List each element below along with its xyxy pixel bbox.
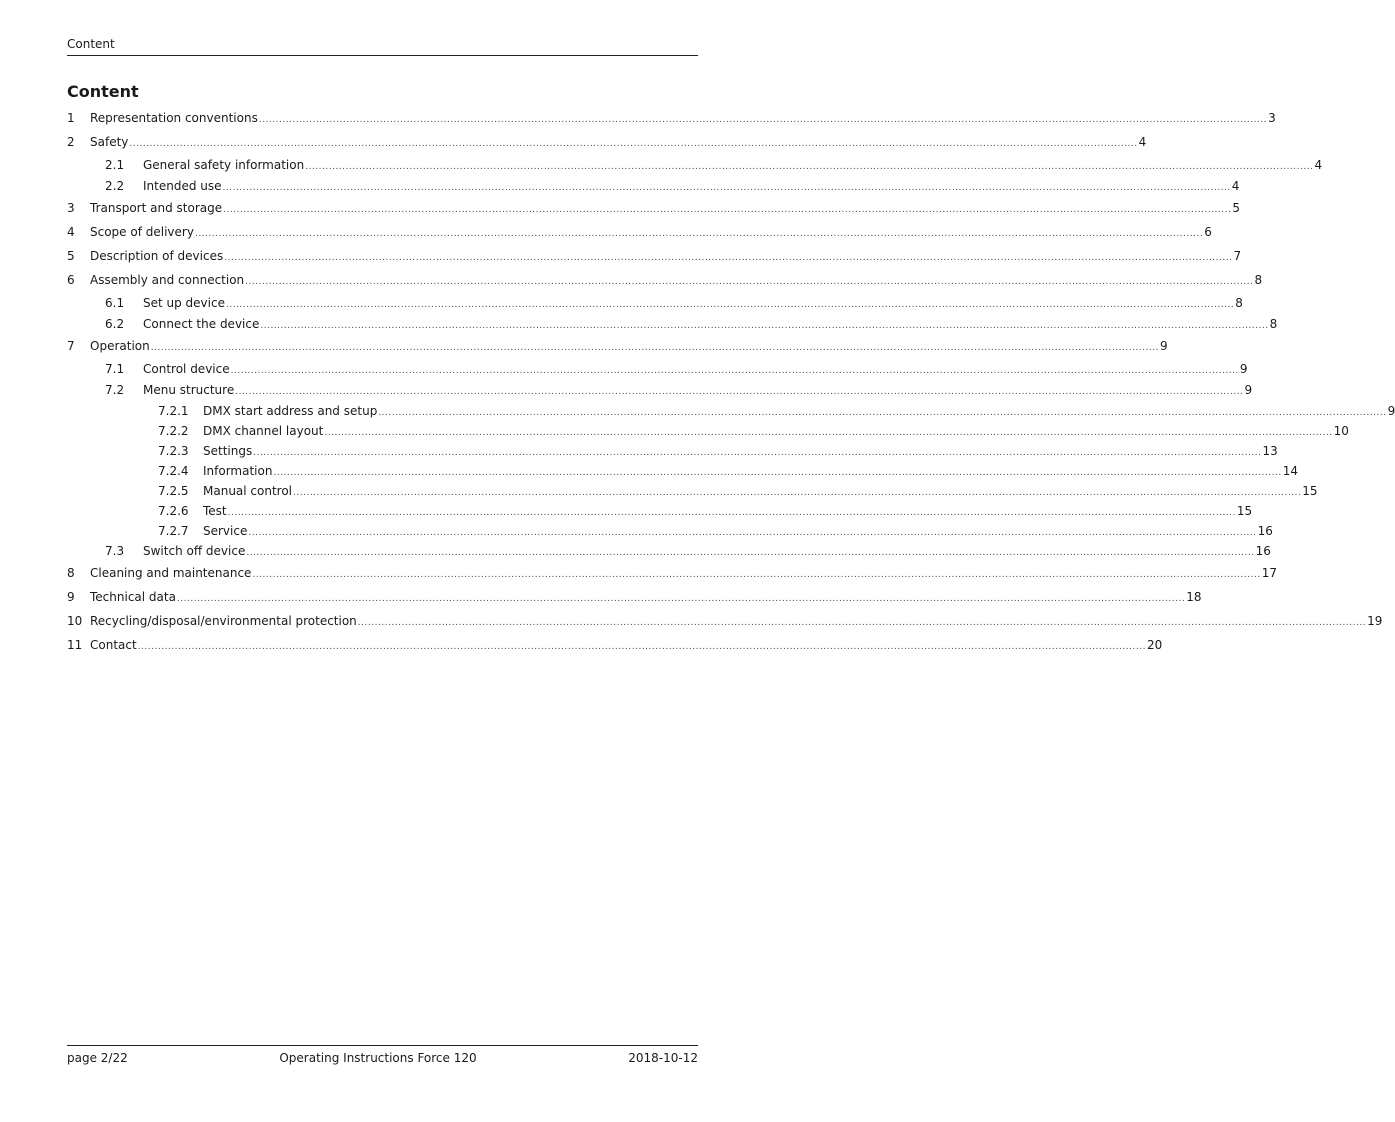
toc-entry-page: 9: [1239, 362, 1248, 376]
toc-entry-page: 14: [1282, 464, 1299, 478]
toc-entry-page: 4: [1314, 158, 1323, 172]
toc-entry[interactable]: [67, 381, 1253, 402]
toc-dot-leader: ............................................................................................................................................................................................................................................................................................................: [194, 229, 1204, 239]
toc-entry-page: 17: [1261, 566, 1277, 580]
toc-entry-number: 3: [67, 201, 75, 215]
toc-entry-page: 9: [1244, 383, 1253, 397]
header-divider: [67, 55, 698, 56]
toc-dot-leader: ............................................................................................................................................................................................................................................................................................................: [293, 488, 1302, 498]
toc-entry-page: 19: [1367, 614, 1383, 628]
toc-entry[interactable]: [67, 315, 1278, 336]
toc-entry-number: 8: [67, 566, 75, 580]
toc-entry-number: 11: [67, 638, 83, 652]
toc-entry-label: Information: [203, 464, 273, 478]
toc-entry-label: Intended use: [143, 179, 222, 193]
toc-entry[interactable]: [67, 156, 1323, 177]
toc-entry-number: 7: [67, 339, 75, 353]
table-of-contents: [67, 108, 1395, 659]
toc-entry[interactable]: [67, 270, 1263, 294]
toc-entry-page: 20: [1146, 638, 1163, 652]
toc-entry-label: Switch off device: [143, 544, 246, 558]
toc-entry[interactable]: [67, 611, 1383, 635]
toc-entry-page: 18: [1186, 590, 1202, 604]
toc-dot-leader: ............................................................................................................................................................................................................................................................................................................: [357, 618, 1367, 628]
toc-entry-number: 10: [67, 614, 83, 628]
toc-entry-label: General safety information: [143, 158, 305, 172]
toc-entry-number: 6.1: [105, 296, 125, 310]
toc-entry[interactable]: [67, 336, 1168, 360]
toc-entry-page: 16: [1255, 544, 1271, 558]
page-footer: [67, 1051, 698, 1065]
toc-entry-number: 7.2.5: [158, 484, 189, 498]
toc-entry-label: Description of devices: [90, 249, 224, 263]
footer-document-title: Operating Instructions Force 120: [279, 1051, 477, 1065]
toc-dot-leader: ............................................................................................................................................................................................................................................................................................................: [273, 468, 1282, 478]
toc-dot-leader: ............................................................................................................................................................................................................................................................................................................: [248, 528, 1257, 538]
toc-entry-label: Scope of delivery: [90, 225, 194, 239]
toc-entry-label: Control device: [143, 362, 230, 376]
toc-dot-leader: ............................................................................................................................................................................................................................................................................................................: [258, 115, 1268, 125]
toc-entry[interactable]: [67, 402, 1395, 422]
toc-entry[interactable]: [67, 132, 1147, 156]
toc-entry-label: Set up device: [143, 296, 225, 310]
toc-entry-page: 16: [1257, 524, 1273, 538]
toc-entry-label: Settings: [203, 444, 253, 458]
toc-entry[interactable]: [67, 462, 1299, 482]
toc-entry-number: 7.3: [105, 544, 125, 558]
toc-entry[interactable]: [67, 422, 1349, 442]
toc-entry-number: 7.2.2: [158, 424, 189, 438]
toc-dot-leader: ............................................................................................................................................................................................................................................................................................................: [230, 366, 1239, 376]
toc-entry[interactable]: [67, 198, 1241, 222]
toc-entry-label: Recycling/disposal/environmental protection: [90, 614, 357, 628]
toc-title: Content: [67, 82, 139, 101]
toc-entry-number: 7.2.1: [158, 404, 189, 418]
toc-entry-label: Representation conventions: [90, 111, 258, 125]
toc-dot-leader: ............................................................................................................................................................................................................................................................................................................: [150, 343, 1159, 353]
toc-entry[interactable]: [67, 635, 1163, 659]
toc-dot-leader: ............................................................................................................................................................................................................................................................................................................: [176, 594, 1186, 604]
toc-entry-number: 9: [67, 590, 75, 604]
toc-entry-label: DMX start address and setup: [203, 404, 378, 418]
toc-entry-label: Contact: [90, 638, 137, 652]
toc-dot-leader: ............................................................................................................................................................................................................................................................................................................: [245, 277, 1254, 287]
toc-entry-number: 5: [67, 249, 75, 263]
footer-page-number: page 2/22: [67, 1051, 128, 1065]
toc-entry-page: 8: [1254, 273, 1263, 287]
toc-entry-label: Transport and storage: [90, 201, 223, 215]
toc-entry-label: Connect the device: [143, 317, 260, 331]
toc-entry-number: 1: [67, 111, 75, 125]
toc-entry-page: 8: [1235, 296, 1243, 310]
toc-entry-label: DMX channel layout: [203, 424, 324, 438]
toc-entry[interactable]: [67, 246, 1242, 270]
footer-divider: [67, 1045, 698, 1046]
toc-entry-label: Menu structure: [143, 383, 235, 397]
toc-entry[interactable]: [67, 108, 1276, 132]
toc-entry-page: 9: [1159, 339, 1168, 353]
toc-dot-leader: ............................................................................................................................................................................................................................................................................................................: [222, 183, 1231, 193]
toc-entry-page: 15: [1302, 484, 1318, 498]
toc-dot-leader: ............................................................................................................................................................................................................................................................................................................: [378, 408, 1387, 418]
toc-entry-label: Test: [203, 504, 227, 518]
toc-entry[interactable]: [67, 360, 1248, 381]
toc-entry-number: 7.2.6: [158, 504, 189, 518]
toc-dot-leader: ............................................................................................................................................................................................................................................................................................................: [235, 387, 1244, 397]
toc-entry-page: 15: [1236, 504, 1253, 518]
toc-dot-leader: ............................................................................................................................................................................................................................................................................................................: [225, 300, 1235, 310]
toc-entry[interactable]: [67, 482, 1318, 502]
toc-entry[interactable]: [67, 177, 1240, 198]
toc-entry[interactable]: [67, 222, 1212, 246]
toc-entry-number: 6.2: [105, 317, 125, 331]
toc-entry[interactable]: [67, 587, 1202, 611]
toc-entry[interactable]: [67, 542, 1271, 563]
toc-entry-label: Safety: [90, 135, 129, 149]
toc-dot-leader: ............................................................................................................................................................................................................................................................................................................: [260, 321, 1269, 331]
toc-dot-leader: ............................................................................................................................................................................................................................................................................................................: [227, 508, 1236, 518]
toc-dot-leader: ............................................................................................................................................................................................................................................................................................................: [324, 428, 1333, 438]
toc-entry-label: Assembly and connection: [90, 273, 245, 287]
toc-entry-page: 7: [1233, 249, 1242, 263]
toc-dot-leader: ............................................................................................................................................................................................................................................................................................................: [252, 570, 1261, 580]
toc-entry-page: 4: [1231, 179, 1240, 193]
toc-entry-number: 7.2.3: [158, 444, 189, 458]
toc-entry-number: 4: [67, 225, 75, 239]
toc-entry-number: 7.1: [105, 362, 125, 376]
toc-entry[interactable]: [67, 294, 1243, 315]
toc-entry-page: 4: [1138, 135, 1147, 149]
toc-dot-leader: ............................................................................................................................................................................................................................................................................................................: [246, 548, 1255, 558]
toc-entry-label: Operation: [90, 339, 150, 353]
footer-date: 2018-10-12: [628, 1051, 698, 1065]
toc-dot-leader: ............................................................................................................................................................................................................................................................................................................: [224, 253, 1233, 263]
toc-entry-page: 6: [1204, 225, 1212, 239]
toc-entry-page: 9: [1387, 404, 1395, 418]
toc-dot-leader: ............................................................................................................................................................................................................................................................................................................: [129, 139, 1138, 149]
toc-entry-page: 5: [1232, 201, 1241, 215]
toc-entry-number: 7.2.4: [158, 464, 189, 478]
toc-entry-label: Service: [203, 524, 248, 538]
toc-dot-leader: ............................................................................................................................................................................................................................................................................................................: [223, 205, 1232, 215]
toc-entry-number: 2.2: [105, 179, 125, 193]
toc-entry-page: 8: [1269, 317, 1278, 331]
toc-entry-label: Manual control: [203, 484, 293, 498]
toc-dot-leader: ............................................................................................................................................................................................................................................................................................................: [253, 448, 1262, 458]
toc-entry[interactable]: [67, 442, 1278, 462]
toc-entry-page: 13: [1262, 444, 1278, 458]
toc-entry-label: Technical data: [90, 590, 176, 604]
toc-entry[interactable]: [67, 522, 1273, 542]
running-header: Content: [67, 37, 115, 51]
toc-entry-page: 3: [1268, 111, 1276, 125]
toc-dot-leader: ............................................................................................................................................................................................................................................................................................................: [137, 642, 1146, 652]
toc-entry-number: 6: [67, 273, 75, 287]
toc-entry-number: 2: [67, 135, 75, 149]
toc-entry-number: 7.2.7: [158, 524, 189, 538]
toc-entry-label: Cleaning and maintenance: [90, 566, 252, 580]
toc-entry[interactable]: [67, 563, 1277, 587]
toc-entry-number: 7.2: [105, 383, 125, 397]
toc-entry-page: 10: [1333, 424, 1349, 438]
toc-entry-number: 2.1: [105, 158, 125, 172]
toc-entry[interactable]: [67, 502, 1253, 522]
toc-dot-leader: ............................................................................................................................................................................................................................................................................................................: [305, 162, 1314, 172]
